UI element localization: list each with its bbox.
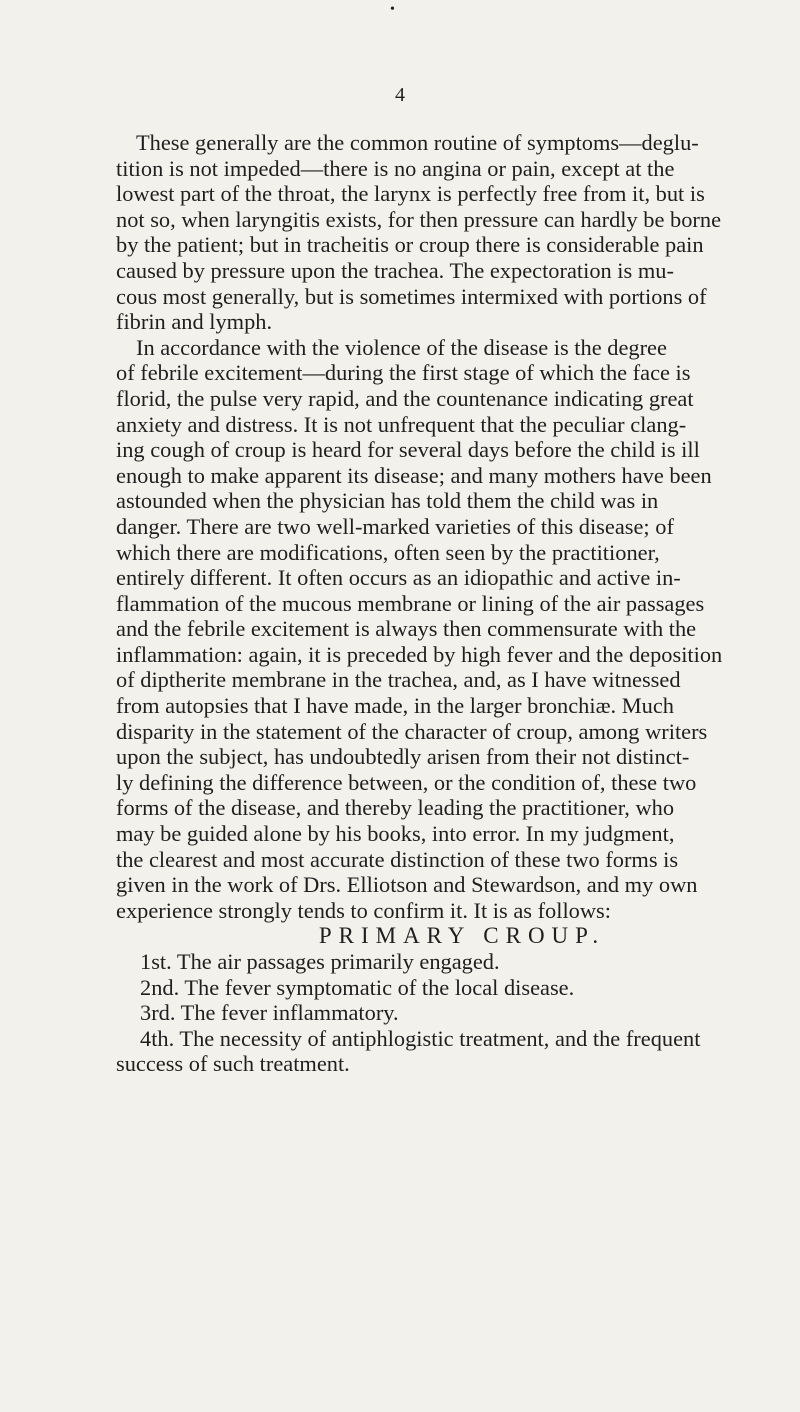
text-line: tition is not impeded—there is no angina or pain, except at the [116,155,675,181]
list-item: 3rd. The fever inflammatory. [140,1000,399,1026]
section-heading: PRIMARY CROUP. [318,923,606,949]
text-line: by the patient; but in tracheitis or croup there is considerable pain [116,232,704,258]
text-line: forms of the disease, and thereby leading the practitioner, who [116,795,675,821]
text-line: and the febrile excitement is always then commensurate with the [116,616,697,642]
text-line: disparity in the statement of the character of croup, among writers [116,718,708,744]
text-line: experience strongly tends to confirm it. It is as follows: [116,897,611,923]
text-line: of diptherite membrane in the trachea, and, as I have witnessed [116,667,681,693]
text-line: ing cough of croup is heard for several days before the child is ill [116,437,700,463]
text-line: ly defining the difference between, or the condition of, these two [116,769,697,795]
text-line: lowest part of the throat, the larynx is perfectly free from it, but is [116,181,705,207]
text-line: These generally are the common routine of symptoms—deglu- [136,130,699,155]
criteria-list [116,949,796,1077]
text-line: cous most generally, but is sometimes intermixed with portions of [116,283,707,309]
text-line: may be guided alone by his books, into error. In my judgment, [116,821,675,847]
text-line: inflammation: again, it is preceded by high fever and the deposition [116,641,723,667]
list-item: 2nd. The fever symptomatic of the local disease. [140,974,575,1000]
text-line: astounded when the physician has told them the child was in [116,488,659,514]
text-line: given in the work of Drs. Elliotson and Stewardson, and my own [116,872,698,898]
text-line: not so, when laryngitis exists, for then pressure can hardly be borne [116,206,722,232]
page-number: 4 [395,84,405,106]
page-top-mark: • [390,2,395,17]
text-line: entirely different. It often occurs as an idiopathic and active in- [116,565,681,591]
list-item: 1st. The air passages primarily engaged. [140,949,500,974]
text-line: of febrile excitement—during the first stage of which the face is [116,360,691,386]
text-line: which there are modifications, often seen by the practitioner, [116,539,660,565]
paragraph-2 [116,335,796,924]
text-line: fibrin and lymph. [116,309,273,335]
text-line: the clearest and most accurate distinction of these two forms is [116,846,679,872]
body-text [116,130,796,1077]
text-line: danger. There are two well-marked varieties of this disease; of [116,513,674,539]
text-line: upon the subject, has undoubtedly arisen from their not distinct- [116,744,690,770]
list-item-continuation: success of such treatment. [116,1051,350,1077]
text-line: enough to make apparent its disease; and many mothers have been [116,462,712,488]
text-line: from autopsies that I have made, in the larger bronchiæ. Much [116,693,674,719]
text-line: caused by pressure upon the trachea. The expectoration is mu- [116,257,674,283]
text-line: flammation of the mucous membrane or lining of the air passages [116,590,705,616]
list-item: 4th. The necessity of antiphlogistic treatment, and the frequent [140,1025,701,1051]
text-line: florid, the pulse very rapid, and the countenance indicating great [116,385,694,411]
text-line: anxiety and distress. It is not unfrequent that the peculiar clang- [116,411,687,437]
paragraph-1 [116,130,796,335]
text-line: In accordance with the violence of the disease is the degree [136,334,667,360]
